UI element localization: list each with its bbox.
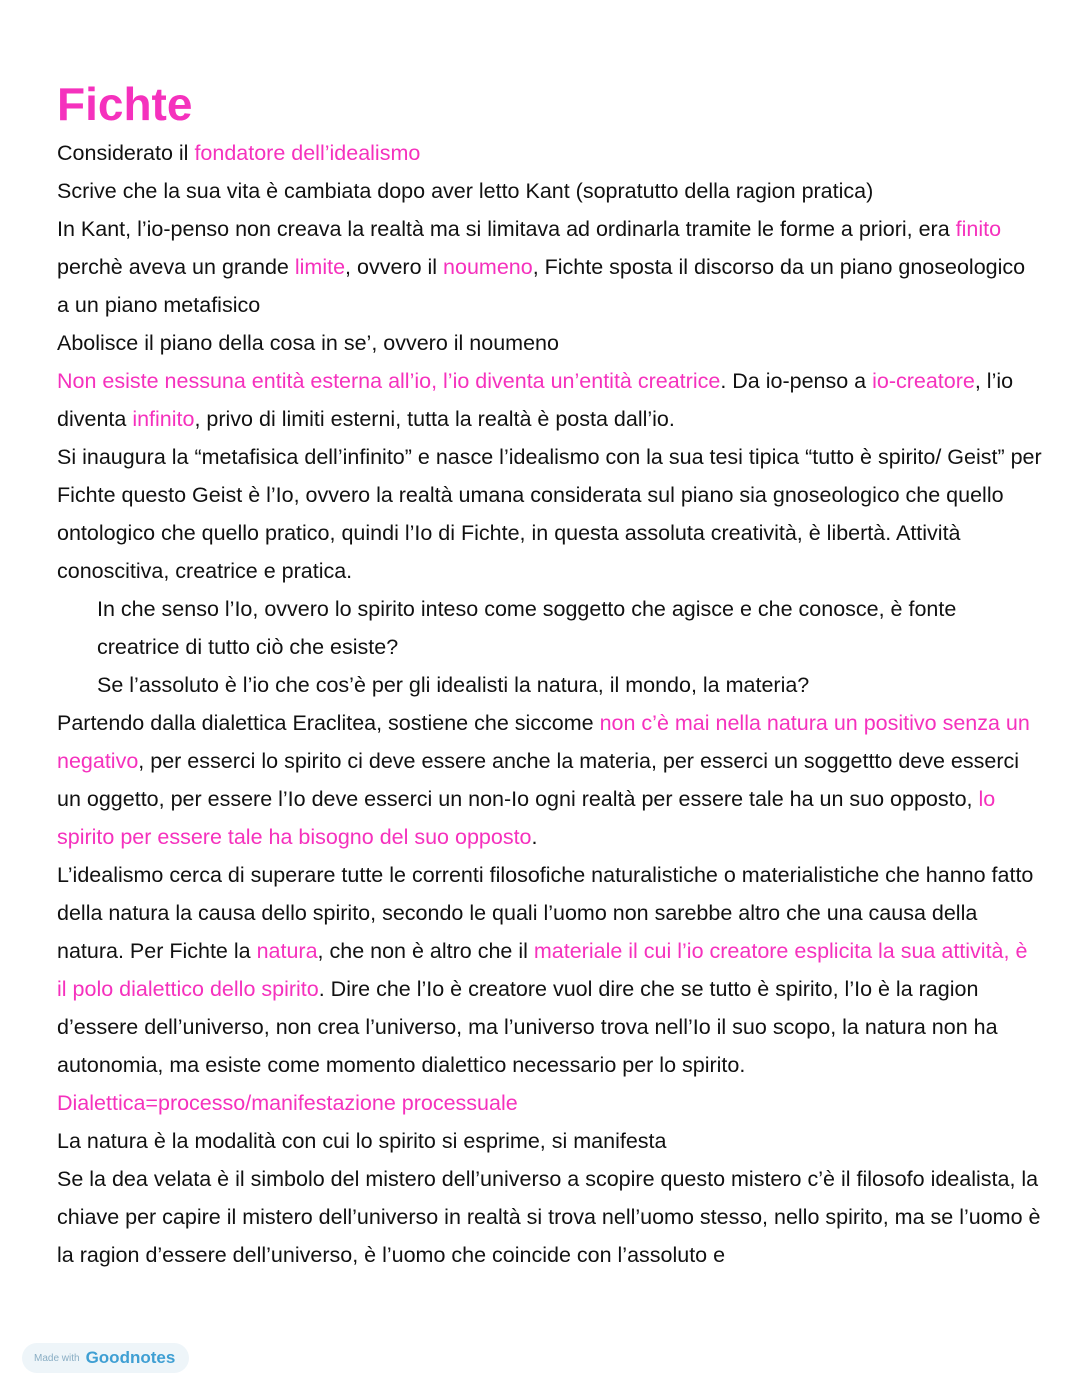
paragraph [57,134,1042,172]
paragraph [57,210,1042,324]
body-text: . Dire che l’Io è creatore vuol dire che se tutto è spirito, l’Io è la ragion d’essere dell’universo, non crea l’universo, ma l’universo trova nell’Io il suo scopo, la natura non ha autonomia, ma esiste come momento dialettico necessario per lo spirito. [57,977,998,1077]
note-body [57,134,1042,1274]
made-with-goodnotes-badge[interactable] [22,1343,189,1373]
body-text: La natura è la modalità con cui lo spirito si esprime, si manifesta [57,1129,667,1153]
paragraph [57,1084,1042,1122]
paragraph [57,1122,1042,1160]
paragraph [57,172,1042,210]
body-text: Partendo dalla dialettica Eraclitea, sostiene che siccome [57,711,600,735]
highlighted-text: materiale il cui l’io creatore esplicita la sua attività, è il polo dialettico dello spirito [57,939,1028,1001]
body-text: , ovvero il [345,255,444,279]
highlighted-text: noumeno [443,255,533,279]
paragraph [57,666,1042,704]
body-text: , che non è altro che il [317,939,534,963]
highlighted-text: io-creatore [872,369,975,393]
body-text: Se l’assoluto è l’io che cos’è per gli idealisti la natura, il mondo, la materia? [97,673,810,697]
body-text: . [531,825,538,849]
highlighted-text: limite [294,255,346,279]
highlighted-text: lo spirito per essere tale ha bisogno del suo opposto [57,787,996,849]
highlighted-text: Dialettica=processo/manifestazione processuale [57,1091,518,1115]
body-text: In che senso l’Io, ovvero lo spirito inteso come soggetto che agisce e che conosce, è fonte creatrice di tutto ciò che esiste? [97,597,957,659]
paragraph [57,324,1042,362]
body-text: L’idealismo cerca di superare tutte le correnti filosofiche naturalistiche o materialistiche che hanno fatto della natura la causa dello spirito, secondo le quali l’uomo non sarebbe altro che una causa della natura. Per Fichte la [57,863,1034,963]
highlighted-text: infinito [132,407,195,431]
highlighted-text: natura [256,939,318,963]
paragraph [57,362,1042,438]
body-text: Considerato il [57,141,195,165]
body-text: , Fichte sposta il discorso da un piano gnoseologico a un piano metafisico [57,255,1026,317]
body-text: perchè aveva un grande [57,255,295,279]
body-text: . Da io-penso a [720,369,873,393]
paragraph [57,1160,1042,1274]
highlighted-text: finito [955,217,1002,241]
paragraph [57,438,1042,590]
body-text: , privo di limiti esterni, tutta la realtà è posta dall’io. [194,407,675,431]
body-text: Abolisce il piano della cosa in se’, ovvero il noumeno [57,331,559,355]
paragraph [57,590,1042,666]
note-page [57,78,1042,1274]
body-text: , l’io diventa [57,369,1014,431]
highlighted-text: fondatore dell’idealismo [194,141,421,165]
goodnotes-logo: Goodnotes [85,1348,176,1367]
page-title: Fichte [57,78,193,130]
body-text: Si inaugura la “metafisica dell’infinito” e nasce l’idealismo con la sua tesi tipica “tutto è spirito/ Geist” per Fichte questo Geist è l’Io, ovvero la realtà umana considerata sul piano sia gnoseologico che quello ontologico che quello pratico, quindi l’Io di Fichte, in questa assoluta creatività, è libertà. Attività conoscitiva, creatrice e pratica. [57,445,1042,583]
paragraph [57,704,1042,856]
body-text: In Kant, l’io-penso non creava la realtà ma si limitava ad ordinarla tramite le forme a priori, era [57,217,956,241]
body-text: Scrive che la sua vita è cambiata dopo aver letto Kant (sopratutto della ragion pratica) [57,179,874,203]
body-text: , per esserci lo spirito ci deve essere anche la materia, per esserci un soggettto deve esserci un oggetto, per essere l’Io deve esserci un non-Io ogni realtà per essere tale ha un suo opposto, [57,749,1020,811]
paragraph [57,856,1042,1084]
badge-prefix: Made with [34,1352,80,1364]
body-text: Se la dea velata è il simbolo del mistero dell’universo a scopire questo mistero c’è il filosofo idealista, la chiave per capire il mistero dell’universo in realtà si trova nell’uomo stesso, nello spirito, ma se l’uomo è la ragion d’essere dell’universo, è l’uomo che coincide con l’assoluto e [57,1167,1041,1267]
highlighted-text: Non esiste nessuna entità esterna all’io, l’io diventa un’entità creatrice [57,369,721,393]
highlighted-text: non c’è mai nella natura un positivo senza un negativo [57,711,1030,773]
